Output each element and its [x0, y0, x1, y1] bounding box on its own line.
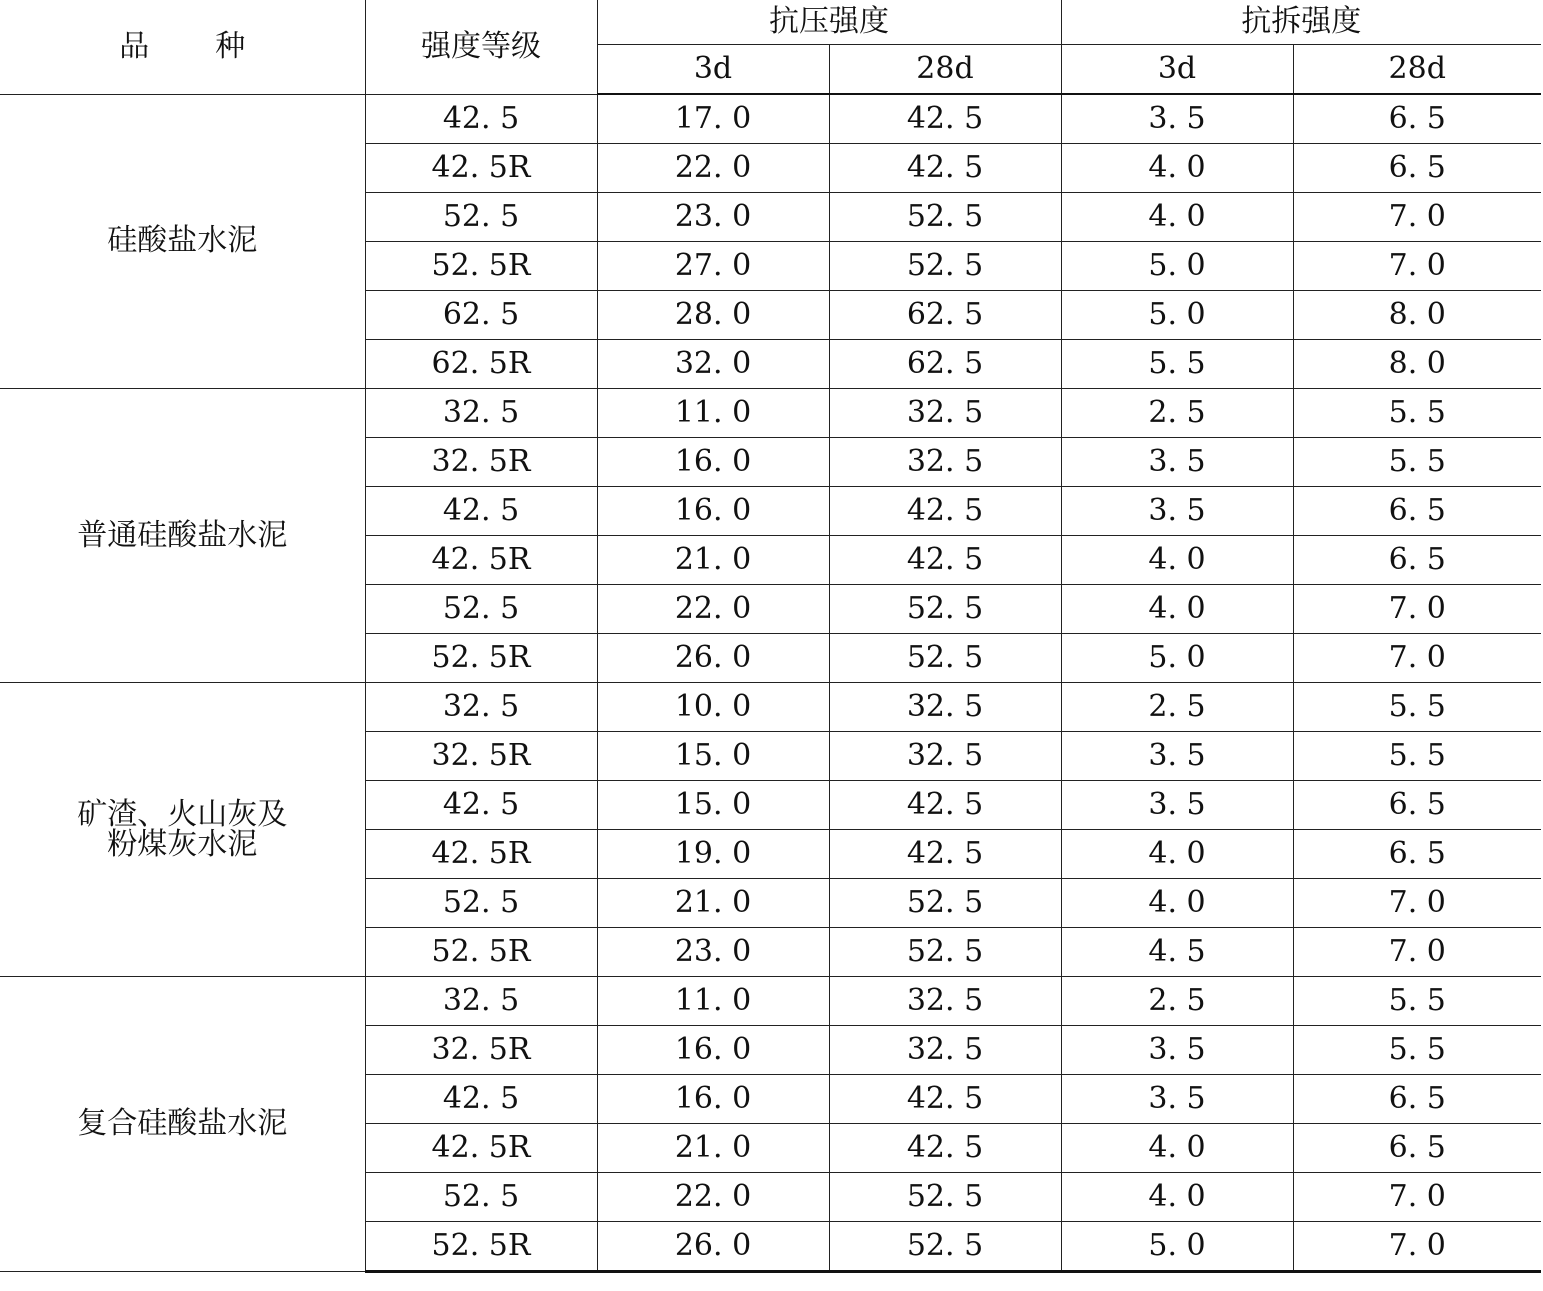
table-body: [0, 94, 1541, 1272]
compressive-3d-cell: 16. 0: [597, 1075, 829, 1124]
compressive-28d-cell: 32. 5: [829, 732, 1061, 781]
compressive-28d-cell: 32. 5: [829, 683, 1061, 732]
flexural-3d-cell: 4. 0: [1061, 585, 1293, 634]
compressive-3d-cell: 16. 0: [597, 438, 829, 487]
flexural-3d-cell: 3. 5: [1061, 438, 1293, 487]
table-header: [0, 0, 1541, 94]
compressive-3d-header: 3d: [597, 45, 829, 95]
flexural-header: 抗拆强度: [1061, 0, 1541, 45]
flexural-28d-cell: 7. 0: [1293, 928, 1541, 977]
compressive-28d-cell: 42. 5: [829, 536, 1061, 585]
grade-cell: 52. 5: [365, 879, 597, 928]
compressive-28d-cell: 62. 5: [829, 340, 1061, 389]
flexural-3d-cell: 2. 5: [1061, 683, 1293, 732]
compressive-28d-cell: 52. 5: [829, 242, 1061, 291]
flexural-28d-cell: 7. 0: [1293, 585, 1541, 634]
flexural-28d-cell: 5. 5: [1293, 1026, 1541, 1075]
grade-cell: 42. 5R: [365, 830, 597, 879]
flexural-28d-cell: 6. 5: [1293, 144, 1541, 193]
flexural-28d-cell: 5. 5: [1293, 389, 1541, 438]
compressive-3d-cell: 11. 0: [597, 389, 829, 438]
flexural-3d-cell: 3. 5: [1061, 94, 1293, 144]
compressive-3d-cell: 22. 0: [597, 1173, 829, 1222]
grade-cell: 52. 5R: [365, 242, 597, 291]
flexural-3d-cell: 3. 5: [1061, 732, 1293, 781]
flexural-28d-cell: 6. 5: [1293, 1075, 1541, 1124]
header-row-1: [0, 0, 1541, 45]
flexural-3d-cell: 4. 0: [1061, 1124, 1293, 1173]
flexural-28d-cell: 7. 0: [1293, 1173, 1541, 1222]
flexural-28d-cell: 7. 0: [1293, 242, 1541, 291]
compressive-28d-cell: 52. 5: [829, 585, 1061, 634]
flexural-3d-cell: 5. 0: [1061, 291, 1293, 340]
grade-cell: 32. 5: [365, 683, 597, 732]
grade-header: 强度等级: [365, 0, 597, 94]
compressive-3d-cell: 16. 0: [597, 1026, 829, 1075]
grade-cell: 42. 5: [365, 487, 597, 536]
flexural-28d-header: 28d: [1293, 45, 1541, 95]
variety-cell: 硅酸盐水泥: [0, 94, 365, 389]
compressive-3d-cell: 26. 0: [597, 634, 829, 683]
flexural-28d-cell: 5. 5: [1293, 683, 1541, 732]
flexural-28d-cell: 6. 5: [1293, 536, 1541, 585]
flexural-3d-cell: 4. 0: [1061, 144, 1293, 193]
flexural-3d-cell: 5. 0: [1061, 242, 1293, 291]
flexural-28d-cell: 7. 0: [1293, 1222, 1541, 1272]
flexural-3d-cell: 4. 5: [1061, 928, 1293, 977]
compressive-3d-cell: 16. 0: [597, 487, 829, 536]
variety-line-2: 粉煤灰水泥: [107, 826, 258, 862]
variety-header-char-1: 品: [119, 28, 150, 64]
compressive-3d-cell: 22. 0: [597, 585, 829, 634]
compressive-3d-cell: 26. 0: [597, 1222, 829, 1272]
flexural-28d-cell: 5. 5: [1293, 732, 1541, 781]
grade-cell: 42. 5R: [365, 536, 597, 585]
table-row: [0, 94, 1541, 144]
flexural-3d-header: 3d: [1061, 45, 1293, 95]
flexural-28d-cell: 8. 0: [1293, 340, 1541, 389]
compressive-3d-cell: 28. 0: [597, 291, 829, 340]
flexural-28d-cell: 6. 5: [1293, 94, 1541, 144]
flexural-28d-cell: 6. 5: [1293, 781, 1541, 830]
table-row: [0, 389, 1541, 438]
compressive-28d-cell: 62. 5: [829, 291, 1061, 340]
compressive-3d-cell: 17. 0: [597, 94, 829, 144]
flexural-3d-cell: 3. 5: [1061, 1026, 1293, 1075]
compressive-3d-cell: 15. 0: [597, 781, 829, 830]
variety-line-1: 矿渣、火山灰及: [77, 796, 288, 832]
variety-header-char-2: 种: [215, 28, 246, 64]
compressive-3d-cell: 23. 0: [597, 193, 829, 242]
grade-cell: 42. 5R: [365, 1124, 597, 1173]
compressive-28d-cell: 42. 5: [829, 144, 1061, 193]
compressive-28d-cell: 42. 5: [829, 781, 1061, 830]
compressive-3d-cell: 27. 0: [597, 242, 829, 291]
grade-cell: 62. 5R: [365, 340, 597, 389]
flexural-28d-cell: 7. 0: [1293, 879, 1541, 928]
compressive-3d-cell: 19. 0: [597, 830, 829, 879]
grade-cell: 52. 5R: [365, 634, 597, 683]
compressive-28d-cell: 52. 5: [829, 879, 1061, 928]
grade-cell: 42. 5R: [365, 144, 597, 193]
compressive-28d-cell: 32. 5: [829, 1026, 1061, 1075]
compressive-28d-header: 28d: [829, 45, 1061, 95]
grade-cell: 32. 5: [365, 389, 597, 438]
grade-cell: 32. 5R: [365, 438, 597, 487]
flexural-28d-cell: 7. 0: [1293, 193, 1541, 242]
variety-cell: 普通硅酸盐水泥: [0, 389, 365, 683]
table-row: [0, 683, 1541, 732]
flexural-28d-cell: 5. 5: [1293, 438, 1541, 487]
variety-cell: 复合硅酸盐水泥: [0, 977, 365, 1272]
compressive-28d-cell: 42. 5: [829, 1124, 1061, 1173]
grade-cell: 32. 5R: [365, 1026, 597, 1075]
flexural-3d-cell: 3. 5: [1061, 781, 1293, 830]
table-row: [0, 977, 1541, 1026]
flexural-28d-cell: 6. 5: [1293, 830, 1541, 879]
flexural-28d-cell: 8. 0: [1293, 291, 1541, 340]
variety-header: [0, 0, 365, 94]
grade-cell: 62. 5: [365, 291, 597, 340]
compressive-28d-cell: 42. 5: [829, 487, 1061, 536]
compressive-3d-cell: 21. 0: [597, 536, 829, 585]
flexural-3d-cell: 5. 0: [1061, 1222, 1293, 1272]
grade-cell: 42. 5: [365, 1075, 597, 1124]
compressive-28d-cell: 32. 5: [829, 438, 1061, 487]
flexural-3d-cell: 4. 0: [1061, 1173, 1293, 1222]
flexural-3d-cell: 3. 5: [1061, 1075, 1293, 1124]
flexural-3d-cell: 4. 0: [1061, 536, 1293, 585]
compressive-3d-cell: 22. 0: [597, 144, 829, 193]
grade-cell: 42. 5: [365, 94, 597, 144]
compressive-28d-cell: 42. 5: [829, 1075, 1061, 1124]
flexural-3d-cell: 5. 5: [1061, 340, 1293, 389]
grade-cell: 42. 5: [365, 781, 597, 830]
compressive-28d-cell: 52. 5: [829, 634, 1061, 683]
compressive-header: 抗压强度: [597, 0, 1061, 45]
flexural-3d-cell: 2. 5: [1061, 389, 1293, 438]
compressive-28d-cell: 42. 5: [829, 830, 1061, 879]
compressive-28d-cell: 52. 5: [829, 1222, 1061, 1272]
compressive-3d-cell: 32. 0: [597, 340, 829, 389]
flexural-28d-cell: 5. 5: [1293, 977, 1541, 1026]
compressive-3d-cell: 23. 0: [597, 928, 829, 977]
compressive-3d-cell: 21. 0: [597, 879, 829, 928]
flexural-3d-cell: 4. 0: [1061, 830, 1293, 879]
compressive-3d-cell: 15. 0: [597, 732, 829, 781]
variety-cell: [0, 683, 365, 977]
grade-cell: 52. 5R: [365, 1222, 597, 1272]
flexural-3d-cell: 4. 0: [1061, 193, 1293, 242]
grade-cell: 52. 5: [365, 1173, 597, 1222]
compressive-28d-cell: 52. 5: [829, 1173, 1061, 1222]
flexural-28d-cell: 7. 0: [1293, 634, 1541, 683]
compressive-28d-cell: 52. 5: [829, 928, 1061, 977]
compressive-3d-cell: 21. 0: [597, 1124, 829, 1173]
grade-cell: 52. 5: [365, 193, 597, 242]
compressive-28d-cell: 42. 5: [829, 94, 1061, 144]
compressive-3d-cell: 10. 0: [597, 683, 829, 732]
flexural-3d-cell: 3. 5: [1061, 487, 1293, 536]
flexural-28d-cell: 6. 5: [1293, 487, 1541, 536]
grade-cell: 52. 5R: [365, 928, 597, 977]
flexural-3d-cell: 4. 0: [1061, 879, 1293, 928]
compressive-28d-cell: 52. 5: [829, 193, 1061, 242]
grade-cell: 32. 5: [365, 977, 597, 1026]
grade-cell: 32. 5R: [365, 732, 597, 781]
grade-cell: 52. 5: [365, 585, 597, 634]
compressive-28d-cell: 32. 5: [829, 389, 1061, 438]
compressive-28d-cell: 32. 5: [829, 977, 1061, 1026]
flexural-3d-cell: 2. 5: [1061, 977, 1293, 1026]
compressive-3d-cell: 11. 0: [597, 977, 829, 1026]
flexural-3d-cell: 5. 0: [1061, 634, 1293, 683]
flexural-28d-cell: 6. 5: [1293, 1124, 1541, 1173]
